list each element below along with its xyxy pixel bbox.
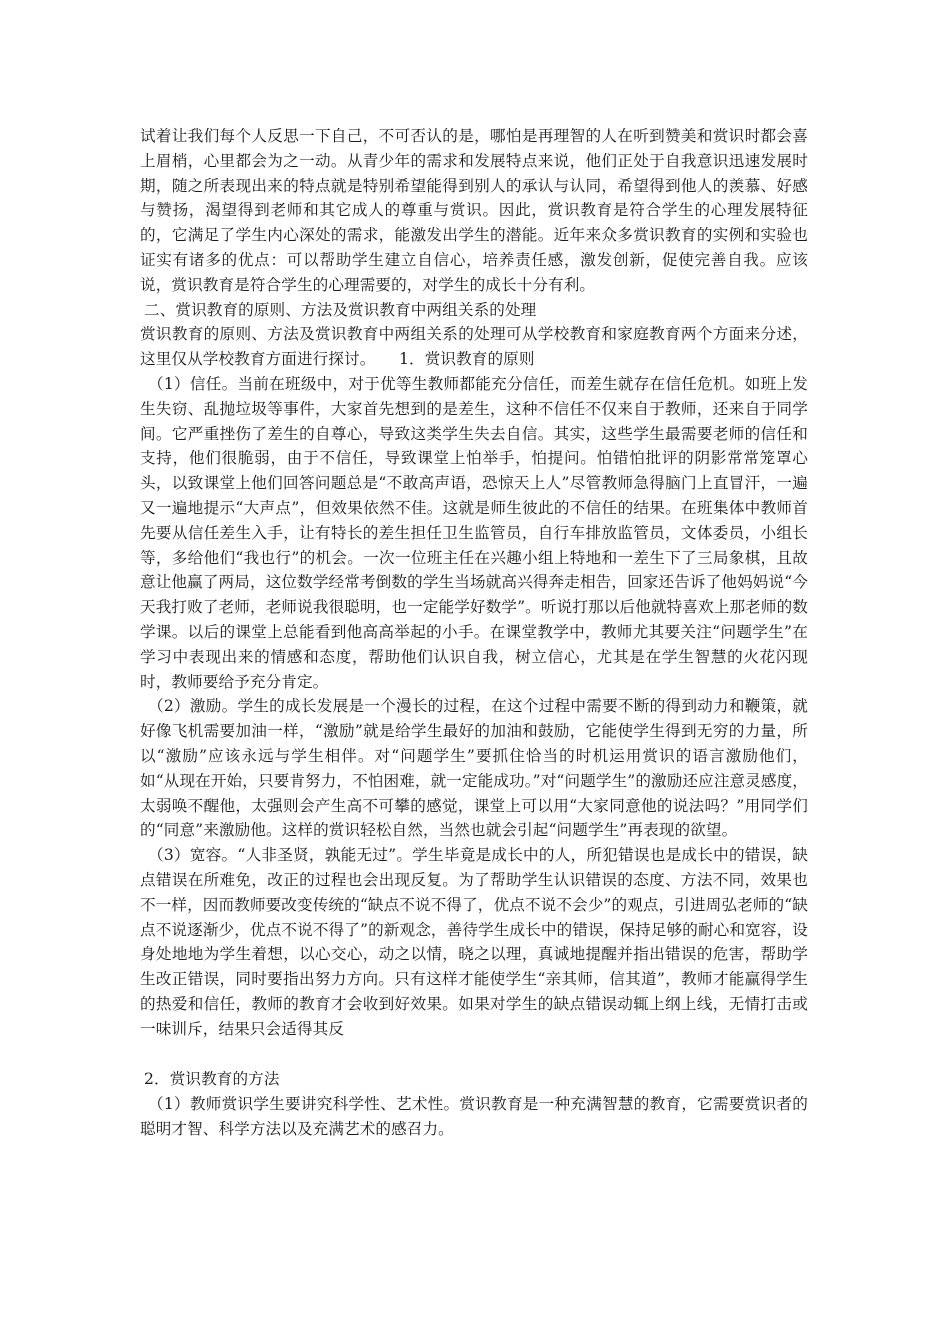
paragraph-trust: （1）信任。当前在班级中，对于优等生教师都能充分信任，而差生就存在信任危机。如班上发生失窃、乱抛垃圾等事件，大家首先想到的是差生，这种不信任不仅来自于教师，还来自于同学间。它严重挫伤了差生的自尊心，导致这类学生失去自信。其实，这些学生最需要老师的信任和支持，他们很脆弱，由于不信任，导致课堂上怕举手，怕提问。怕错怕批评的阴影常常笼罩心头，以致课堂上他们回答问题总是“不敢高声语，恐惊天上人”尽管教师急得脑门上直冒汗，一遍又一遍地提示“大声点”，但效果依然不佳。这就是师生彼此的不信任的结果。在班集体中教师首先要从信任差生入手，让有特长的差生担任卫生监管员，自行车排放监管员，文体委员，小组长等，多给他们“我也行”的机会。一次一位班主任在兴趣小组上特地和一差生下了三局象棋，且故意让他赢了两局，这位数学经常考倒数的学生当场就高兴得奔走相告，回家还告诉了他妈妈说“今天我打败了老师，老师说我很聪明，也一定能学好数学”。听说打那以后他就特喜欢上那老师的数学课。以后的课堂上总能看到他高高举起的小手。在课堂教学中，教师尤其要关注“问题学生”在学习中表现出来的情感和态度，帮助他们认识自我，树立信心，尤其是在学生智慧的火花闪现时，教师要给予充分肯定。 — [140, 374, 808, 691]
section-heading-principles: 二、赏识教育的原则、方法及赏识教育中两组关系的处理 — [144, 300, 537, 319]
paragraph-method-one: （1）教师赏识学生要讲究科学性、艺术性。赏识教育是一种充满智慧的教育，它需要赏识者的聪明才智、科学方法以及充满艺术的感召力。 — [140, 1095, 808, 1139]
paragraph-reflection: 试着让我们每个人反思一下自己，不可否认的是，哪怕是再理智的人在听到赞美和赏识时都会喜上眉梢，心里都会为之一动。从青少年的需求和发展特点来说，他们正处于自我意识迅速发展时期，随之所表现出来的特点就是特别希望能得到别人的承认与认同，希望得到他人的羡慕、好感与赞扬，渴望得到老师和其它成人的尊重与赏识。因此，赏识教育是符合学生的心理发展特征的，它满足了学生内心深处的需求，能激发出学生的潜能。近年来众多赏识教育的实例和实验也证实有诸多的优点：可以帮助学生建立自信心，培养责任感，激发创新，促使完善自我。应该说，赏识教育是符合学生的心理需要的，对学生的成长十分有利。 — [140, 127, 808, 294]
document-body — [140, 124, 808, 1142]
section-heading-methods: 2．赏识教育的方法 — [144, 1070, 280, 1089]
paragraph-encouragement: （2）激励。学生的成长发展是一个漫长的过程，在这个过程中需要不断的得到动力和鞭策，就好像飞机需要加油一样，“激励”就是给学生最好的加油和鼓励，它能使学生得到无穷的力量，所以“激励”应该永远与学生相伴。对“问题学生”要抓住恰当的时机运用赏识的语言激励他们，如“从现在开始，只要肯努力，不怕困难，就一定能成功。”对“问题学生”的激励还应注意灵感度，太弱唤不醒他，太强则会产生高不可攀的感觉，课堂上可以用“大家同意他的说法吗？”用同学们的“同意”来激励他。这样的赏识轻松自然，当然也就会引起“问题学生”再表现的欲望。 — [140, 697, 808, 840]
blank-line — [140, 1041, 808, 1067]
paragraph-intro-principles: 赏识教育的原则、方法及赏识教育中两组关系的处理可从学校教育和家庭教育两个方面来分述，这里仅从学校教育方面进行探讨。 1．赏识教育的原则 — [140, 325, 808, 369]
paragraph-tolerance: （3）宽容。“人非圣贤，孰能无过”。学生毕竟是成长中的人，所犯错误也是成长中的错误，缺点错误在所难免，改正的过程也会出现反复。为了帮助学生认识错误的态度、方法不同，效果也不一样，因而教师要改变传统的“缺点不说不得了，优点不说不会少”的观点，引进周弘老师的“缺点不说逐渐少，优点不说不得了”的新观念，善待学生成长中的错误，保持足够的耐心和宽容，设身处地地为学生着想，以心交心，动之以情，晓之以理，真诚地提醒并指出错误的危害，帮助学生改正错误，同时要指出努力方向。只有这样才能使学生“亲其师，信其道”，教师才能赢得学生的热爱和信任，教师的教育才会收到好效果。如果对学生的缺点错误动辄上纲上线，无情打击或一味训斥，结果只会适得其反 — [140, 846, 808, 1038]
